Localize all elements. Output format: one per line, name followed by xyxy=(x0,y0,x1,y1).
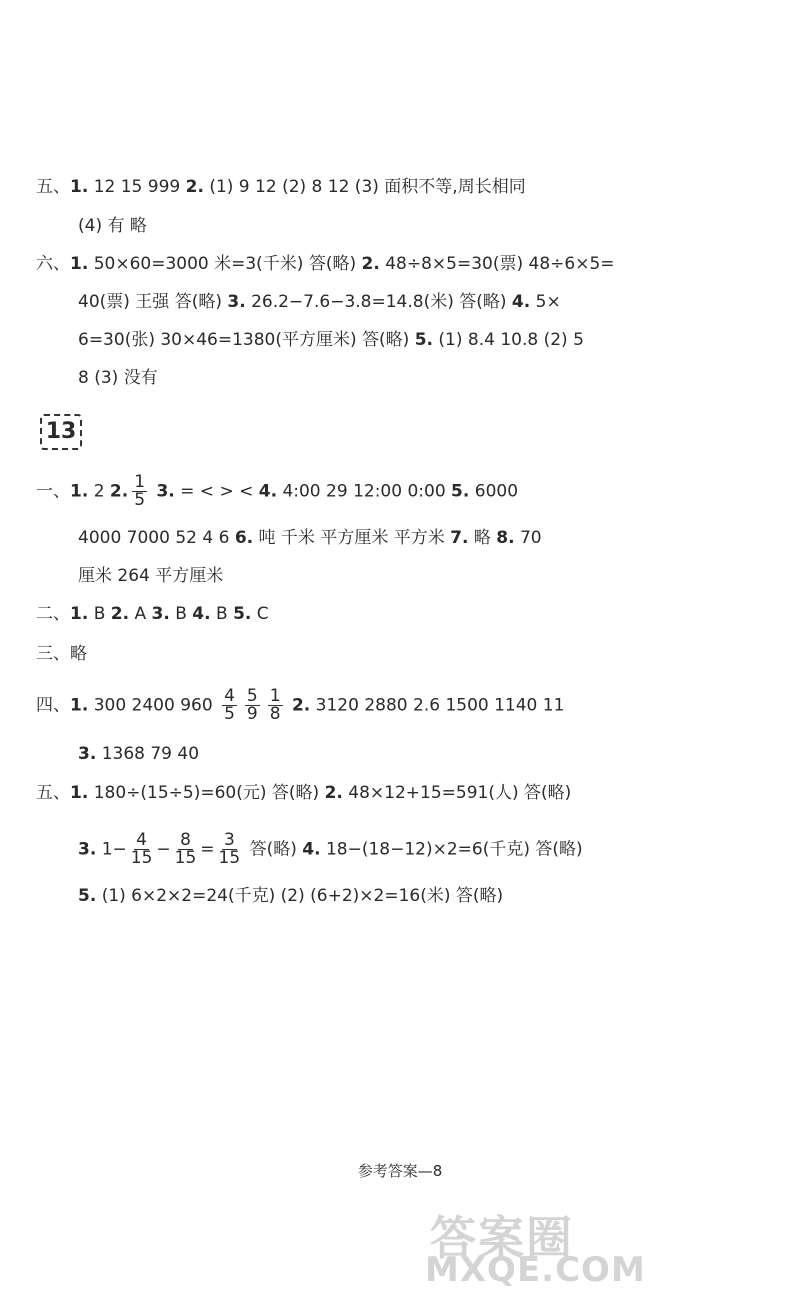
watermark-url: MXQE.COM xyxy=(425,1250,646,1290)
answer-text: 答(略) xyxy=(244,839,303,860)
answer-text: = < > < xyxy=(174,481,259,502)
question-number: 5. xyxy=(78,886,97,906)
section-number-badge: 13 xyxy=(40,414,82,450)
answer-text: 三、略 xyxy=(36,644,87,664)
answer-line xyxy=(36,474,518,509)
answer-line xyxy=(78,290,561,314)
answer-text: (1) 6×2×2=24(千克) (2) (6+2)×2=16(米) 答(略) xyxy=(96,886,504,906)
answer-line xyxy=(78,564,223,588)
question-number: 5. xyxy=(451,481,470,502)
answer-text: 略 xyxy=(468,528,497,548)
question-number: 1. xyxy=(70,604,89,624)
answer-text: 50×60=3000 米=3(千米) 答(略) xyxy=(88,254,362,274)
question-number: 4. xyxy=(258,481,278,502)
answer-line xyxy=(78,832,583,867)
answer-text: 5× xyxy=(530,292,561,312)
answer-line xyxy=(36,688,564,723)
answer-text: 40(票) 王强 答(略) xyxy=(78,292,228,312)
answer-text: A xyxy=(129,604,152,624)
answer-line xyxy=(78,526,542,550)
answer-text: 1368 79 40 xyxy=(96,744,200,764)
answer-text: 18−(18−12)×2=6(千克) 答(略) xyxy=(320,839,583,860)
question-number: 3. xyxy=(156,481,175,502)
section-label: 五、 xyxy=(36,177,70,197)
answer-line xyxy=(36,175,526,199)
question-number: 2. xyxy=(185,177,204,197)
answer-line xyxy=(78,366,158,390)
question-number: 5. xyxy=(233,604,252,624)
question-number: 1. xyxy=(70,177,89,197)
answer-text: 48÷8×5=30(票) 48÷6×5= xyxy=(379,254,615,274)
watermark-logo xyxy=(425,1202,795,1292)
answer-text: 26.2−7.6−3.8=14.8(米) 答(略) xyxy=(245,292,512,312)
section-label: 五、 xyxy=(36,783,70,803)
question-number: 3. xyxy=(78,744,97,764)
question-number: 6. xyxy=(234,528,254,548)
answer-text: C xyxy=(251,604,269,624)
answer-text: 1− xyxy=(96,839,127,860)
answer-text: (1) 9 12 (2) 8 12 (3) 面积不等,周长相同 xyxy=(203,177,526,197)
question-number: 1. xyxy=(70,481,89,502)
question-number: 2. xyxy=(110,604,130,624)
section-label: 二、 xyxy=(36,604,70,624)
question-number: 2. xyxy=(361,254,380,274)
answer-text: 4:00 29 12:00 0:00 xyxy=(277,481,452,502)
answer-text: B xyxy=(169,604,193,624)
fraction: $\frac{5}{9}$ xyxy=(246,686,258,724)
answer-text: 2 xyxy=(88,481,110,502)
answer-text: = xyxy=(200,839,215,860)
answer-text: − xyxy=(156,839,171,860)
answer-text: 300 2400 960 xyxy=(88,695,219,716)
question-number: 3. xyxy=(151,604,170,624)
question-number: 5. xyxy=(414,330,434,350)
answer-text: 6=30(张) 30×46=1380(平方厘米) 答(略) xyxy=(78,330,415,350)
fraction: $\frac{4}{5}$ xyxy=(224,686,235,724)
answer-text: B xyxy=(88,604,111,624)
section-label: 一、 xyxy=(36,481,70,502)
answer-line xyxy=(36,602,269,626)
answer-text: 180÷(15÷5)=60(元) 答(略) xyxy=(88,783,325,803)
answer-text: 6000 xyxy=(469,481,519,502)
question-number: 8. xyxy=(496,528,515,548)
question-number: 4. xyxy=(511,292,531,312)
section-label: 四、 xyxy=(36,695,70,716)
section-label: 六、 xyxy=(36,254,70,274)
question-number: 1. xyxy=(70,695,89,716)
answer-text: (4) 有 略 xyxy=(78,216,147,236)
question-number: 4. xyxy=(302,839,321,860)
answer-text: 12 15 999 xyxy=(88,177,186,197)
answer-text: 3120 2880 2.6 1500 1140 11 xyxy=(310,695,565,716)
fraction: $\frac{8}{15}$ xyxy=(174,830,197,868)
question-number: 2. xyxy=(324,783,343,803)
answer-text: 厘米 264 平方厘米 xyxy=(78,566,224,586)
answer-text: 48×12+15=591(人) 答(略) xyxy=(342,783,572,803)
fraction: $\frac{1}{5}$ xyxy=(134,472,146,510)
answer-text: 4000 7000 52 4 6 xyxy=(78,528,235,548)
fraction: $\frac{4}{15}$ xyxy=(130,830,153,868)
answer-line xyxy=(78,214,147,238)
watermark-text: 答案圈 xyxy=(430,1211,574,1265)
question-number: 7. xyxy=(450,528,469,548)
answer-text: B xyxy=(210,604,234,624)
fraction: $\frac{3}{15}$ xyxy=(218,830,241,868)
answer-line xyxy=(36,642,87,666)
answer-text: 70 xyxy=(514,528,542,548)
answer-line xyxy=(36,252,615,276)
question-number: 2. xyxy=(291,695,311,716)
fraction: $\frac{1}{8}$ xyxy=(269,686,281,724)
question-number: 4. xyxy=(192,604,211,624)
answer-text: 8 (3) 没有 xyxy=(78,368,158,388)
question-number: 2. xyxy=(109,481,129,502)
answer-line xyxy=(78,742,199,766)
question-number: 3. xyxy=(78,839,97,860)
page-footer: 参考答案—8 xyxy=(357,1162,443,1180)
question-number: 1. xyxy=(70,254,89,274)
answer-line xyxy=(78,328,584,352)
answer-line xyxy=(78,884,503,908)
answer-line xyxy=(36,781,571,805)
question-number: 1. xyxy=(70,783,89,803)
question-number: 3. xyxy=(227,292,246,312)
answer-text: (1) 8.4 10.8 (2) 5 xyxy=(433,330,584,350)
answer-text: 吨 千米 平方厘米 平方米 xyxy=(253,528,451,548)
